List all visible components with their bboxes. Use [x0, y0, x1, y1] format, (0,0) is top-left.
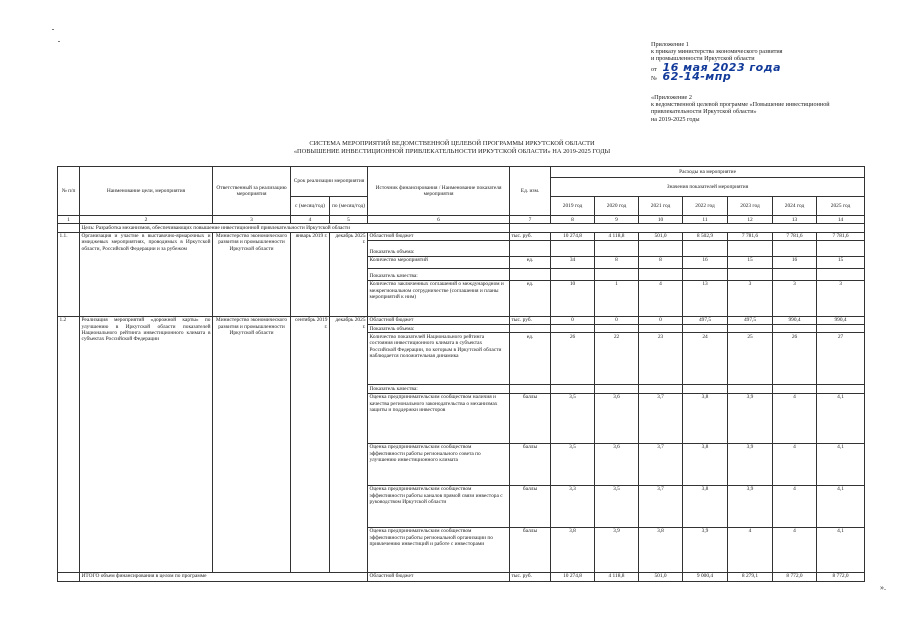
value-cell: 7 781,6: [728, 232, 773, 240]
col-number: 4: [291, 216, 330, 224]
number-label: №: [651, 74, 657, 82]
empty-cell: [510, 325, 551, 333]
value-cell: 4: [773, 393, 817, 443]
empty-cell: [817, 240, 865, 256]
header-to: по (месяц/год): [330, 197, 368, 216]
total-row: [58, 572, 865, 581]
value-cell: 4,1: [817, 393, 865, 443]
empty-cell: [728, 240, 773, 256]
value-cell: 4: [728, 527, 773, 572]
indicator-unit: баллы: [510, 393, 551, 443]
year-header: 2025 год: [817, 197, 865, 216]
title-line: «ПОВЫШЕНИЕ ИНВЕСТИЦИОННОЙ ПРИВЛЕКАТЕЛЬНОСТИ ИРКУТСКОЙ ОБЛАСТИ» НА 2019-2025 ГОДЫ: [293, 147, 611, 155]
indicator-name: Количество показателей Национального рейтинга состояния инвестиционного климата в субъектах Российской Федерации, по которым в Иркутской области наблюдается положительная динамика: [368, 333, 510, 385]
annex-2-line: на 2019-2025 годы: [651, 115, 700, 123]
value-cell: 3,8: [551, 527, 595, 572]
header-responsible: Ответственный за реализацию мероприятия: [213, 167, 291, 216]
empty-cell: [773, 385, 817, 393]
empty-cell: [551, 240, 595, 256]
table-row: [58, 316, 865, 324]
item-from: январь 2019 г.: [291, 232, 330, 316]
empty-cell: [551, 385, 595, 393]
value-cell: 3,9: [728, 443, 773, 485]
year-header: 2020 год: [595, 197, 639, 216]
value-cell: 4: [773, 443, 817, 485]
empty-cell: [639, 385, 683, 393]
empty-cell: [817, 325, 865, 333]
value-cell: 3,7: [639, 393, 683, 443]
value-cell: 26: [551, 333, 595, 385]
title-line: СИСТЕМА МЕРОПРИЯТИЙ ВЕДОМСТВЕННОЙ ЦЕЛЕВОЙ ПРОГРАММЫ ИРКУТСКОЙ ОБЛАСТИ: [309, 140, 595, 147]
value-cell: 990,4: [773, 316, 817, 324]
header-num: № п/п: [58, 167, 80, 216]
value-cell: 3,6: [595, 393, 639, 443]
closing-quote-mark: ».: [880, 583, 886, 592]
empty-cell: [595, 325, 639, 333]
value-cell: 3: [728, 280, 773, 316]
empty-cell: [595, 268, 639, 280]
document-title: [0, 140, 904, 155]
indicator-name: Количество мероприятий: [368, 256, 510, 268]
value-cell: 4,1: [817, 443, 865, 485]
empty-cell: [683, 385, 728, 393]
value-cell: 25: [728, 333, 773, 385]
item-num: 1.2: [58, 316, 80, 572]
indicator-name: Оценка предпринимательским сообществом эффективности работы каналов прямой связи инвестора с руководством Иркутской области: [368, 485, 510, 527]
indicator-unit: баллы: [510, 527, 551, 572]
goal-row: [58, 224, 865, 232]
year-header: 2021 год: [639, 197, 683, 216]
header-indicators: Значения показателей мероприятия: [551, 178, 865, 197]
value-cell: 16: [683, 256, 728, 268]
indicator-name: Оценка предпринимательским сообществом эффективности работы регионального совета по улучшению инвестиционного климата: [368, 443, 510, 485]
goal-text: Цель: Разработка механизмов, обеспечивающих повышение инвестиционной привлекательности Иркутской области: [80, 224, 510, 232]
value-cell: 497,5: [683, 316, 728, 324]
empty-cell: [595, 385, 639, 393]
indicator-name: Оценка предпринимательским сообществом эффективности работы региональной организации по привлечению инвестиций и работе с инвесторами: [368, 527, 510, 572]
value-cell: 27: [817, 333, 865, 385]
value-cell: 0: [551, 316, 595, 324]
item-unit: тыс. руб.: [510, 316, 551, 324]
item-name: Организация и участие в выставочно-ярмарочных и имиджевых мероприятиях, проводимых в Иркутской области, Российской Федерации и за рубежом: [80, 232, 213, 316]
item-responsible: Министерство экономического развития и промышленности Иркутской области: [213, 316, 291, 572]
volume-label: Показатель объема:: [368, 240, 510, 256]
value-cell: 0: [595, 316, 639, 324]
col-number: 3: [213, 216, 291, 224]
total-value: 4 118,8: [595, 572, 639, 581]
value-cell: 10: [551, 280, 595, 316]
value-cell: 8: [595, 256, 639, 268]
program-measures-table: [57, 166, 865, 582]
item-num: 1.1.: [58, 232, 80, 316]
col-number: 10: [639, 216, 683, 224]
value-cell: 24: [683, 333, 728, 385]
total-value: 8 772,0: [773, 572, 817, 581]
goal-num-cell: [58, 224, 80, 232]
item-source: Областной бюджет: [368, 232, 510, 240]
scan-speck: [52, 29, 54, 30]
indicator-unit: ед.: [510, 333, 551, 385]
year-header: 2022 год: [683, 197, 728, 216]
value-cell: 4,1: [817, 485, 865, 527]
value-cell: 23: [639, 333, 683, 385]
col-number: 11: [683, 216, 728, 224]
value-cell: 3,9: [728, 393, 773, 443]
handwritten-number: 62-14-мпр: [662, 69, 732, 83]
value-cell: 0: [639, 316, 683, 324]
value-cell: 4: [773, 485, 817, 527]
value-cell: 8: [639, 256, 683, 268]
column-number-row: [58, 216, 865, 224]
value-cell: 3,5: [551, 393, 595, 443]
col-number: 14: [817, 216, 865, 224]
total-source: Областной бюджет: [368, 572, 510, 581]
year-header: 2024 год: [773, 197, 817, 216]
value-cell: 15: [817, 256, 865, 268]
table-row: [58, 232, 865, 240]
empty-cell: [728, 325, 773, 333]
value-cell: 3,5: [595, 485, 639, 527]
indicator-unit: баллы: [510, 443, 551, 485]
total-label: ИТОГО объем финансирования в целом по программе: [80, 572, 368, 581]
empty-cell: [510, 268, 551, 280]
value-cell: 16: [773, 256, 817, 268]
annex-2-block: [651, 94, 891, 123]
value-cell: 26: [773, 333, 817, 385]
empty-cell: [683, 240, 728, 256]
value-cell: 1: [595, 280, 639, 316]
empty-cell: [510, 385, 551, 393]
handwritten-date: 16 мая 2023 года: [662, 60, 782, 74]
value-cell: 3,9: [595, 527, 639, 572]
indicator-unit: ед.: [510, 256, 551, 268]
item-name: Реализация мероприятий «дорожной карты» по улучшению в Иркутской области показателей Национального рейтинга инвестиционного климата в субъектах Российской Федерации: [80, 316, 213, 572]
empty-cell: [773, 268, 817, 280]
header-from: с (месяц/год): [291, 197, 330, 216]
empty-cell: [728, 268, 773, 280]
value-cell: 3,9: [728, 485, 773, 527]
date-label: от: [651, 65, 657, 73]
total-value: 10 274,8: [551, 572, 595, 581]
empty-cell: [639, 240, 683, 256]
col-number: 6: [368, 216, 510, 224]
annex-1-line: к приказу министерства экономического развития: [651, 48, 783, 56]
annex-2-line: привлекательности Иркутской области»: [651, 108, 757, 116]
value-cell: 22: [595, 333, 639, 385]
value-cell: 3,8: [683, 485, 728, 527]
value-cell: 3,5: [551, 443, 595, 485]
item-to: декабрь 2025 г.: [330, 316, 368, 572]
value-cell: 497,5: [728, 316, 773, 324]
quality-label: Показатель качества:: [368, 268, 510, 280]
value-cell: 4: [639, 280, 683, 316]
value-cell: 3,8: [683, 393, 728, 443]
annex-2-title: «Приложение 2: [651, 94, 692, 101]
total-num-cell: [58, 572, 80, 581]
empty-cell: [773, 240, 817, 256]
value-cell: 7 781,6: [773, 232, 817, 240]
value-cell: 990,4: [817, 316, 865, 324]
indicator-unit: ед.: [510, 280, 551, 316]
col-number: 1: [58, 216, 80, 224]
value-cell: 7 781,6: [817, 232, 865, 240]
value-cell: 4: [773, 527, 817, 572]
col-number: 2: [80, 216, 213, 224]
value-cell: 3: [817, 280, 865, 316]
item-from: сентябрь 2019 г.: [291, 316, 330, 572]
total-unit: тыс. руб.: [510, 572, 551, 581]
header-expenses: Расходы на мероприятие: [551, 167, 865, 178]
empty-cell: [551, 268, 595, 280]
header-period: Срок реализации мероприятия: [291, 167, 368, 197]
total-value: 9 000,4: [683, 572, 728, 581]
empty-cell: [595, 240, 639, 256]
item-to: декабрь 2025 г.: [330, 232, 368, 316]
value-cell: 10 274,8: [551, 232, 595, 240]
col-number: 13: [773, 216, 817, 224]
total-value: 501,0: [639, 572, 683, 581]
value-cell: 3,7: [639, 485, 683, 527]
col-number: 12: [728, 216, 773, 224]
indicator-name: Оценка предпринимательским сообществом наличия и качества регионального законодательства о механизмах защиты и поддержки инвесторов: [368, 393, 510, 443]
header-source: Источник финансирования / Наименование показателя мероприятия: [368, 167, 510, 216]
annex-1-title: Приложение 1: [651, 41, 689, 48]
annex-1-line: и промышленности Иркутской области: [651, 55, 755, 63]
quality-label: Показатель качества:: [368, 385, 510, 393]
total-value: 8 772,0: [817, 572, 865, 581]
scan-speck: [58, 41, 60, 42]
value-cell: 501,0: [639, 232, 683, 240]
value-cell: 3,3: [551, 485, 595, 527]
value-cell: 34: [551, 256, 595, 268]
header-unit: Ед. изм.: [510, 167, 551, 216]
value-cell: 3,7: [639, 443, 683, 485]
value-cell: 4 118,8: [595, 232, 639, 240]
indicator-name: Количество заключенных соглашений о международном и межрегиональном сотрудничестве (соглашения и планы мероприятий к ним): [368, 280, 510, 316]
col-number: 5: [330, 216, 368, 224]
empty-cell: [817, 385, 865, 393]
value-cell: 3,8: [639, 527, 683, 572]
empty-cell: [639, 325, 683, 333]
empty-cell: [639, 268, 683, 280]
value-cell: 3: [773, 280, 817, 316]
empty-cell: [773, 325, 817, 333]
total-value: 8 279,1: [728, 572, 773, 581]
col-number: 8: [551, 216, 595, 224]
empty-cell: [683, 325, 728, 333]
empty-cell: [683, 268, 728, 280]
value-cell: 8 502,9: [683, 232, 728, 240]
empty-cell: [817, 268, 865, 280]
annex-2-line: к ведомственной целевой программе «Повышение инвестиционной: [651, 101, 830, 109]
empty-cell: [510, 240, 551, 256]
value-cell: 3,8: [683, 443, 728, 485]
value-cell: 3,9: [683, 527, 728, 572]
empty-cell: [728, 385, 773, 393]
empty-cell: [551, 325, 595, 333]
item-responsible: Министерство экономического развития и промышленности Иркутской области: [213, 232, 291, 316]
header-name: Наименование цели, мероприятия: [80, 167, 213, 216]
value-cell: 4,1: [817, 527, 865, 572]
col-number: 7: [510, 216, 551, 224]
value-cell: 15: [728, 256, 773, 268]
year-header: 2019 год: [551, 197, 595, 216]
goal-empty: [510, 224, 865, 232]
indicator-unit: баллы: [510, 485, 551, 527]
item-source: Областной бюджет: [368, 316, 510, 324]
value-cell: 3,6: [595, 443, 639, 485]
year-header: 2023 год: [728, 197, 773, 216]
value-cell: 13: [683, 280, 728, 316]
volume-label: Показатель объема:: [368, 325, 510, 333]
col-number: 9: [595, 216, 639, 224]
annex-1-block: [651, 41, 891, 82]
item-unit: тыс. руб.: [510, 232, 551, 240]
